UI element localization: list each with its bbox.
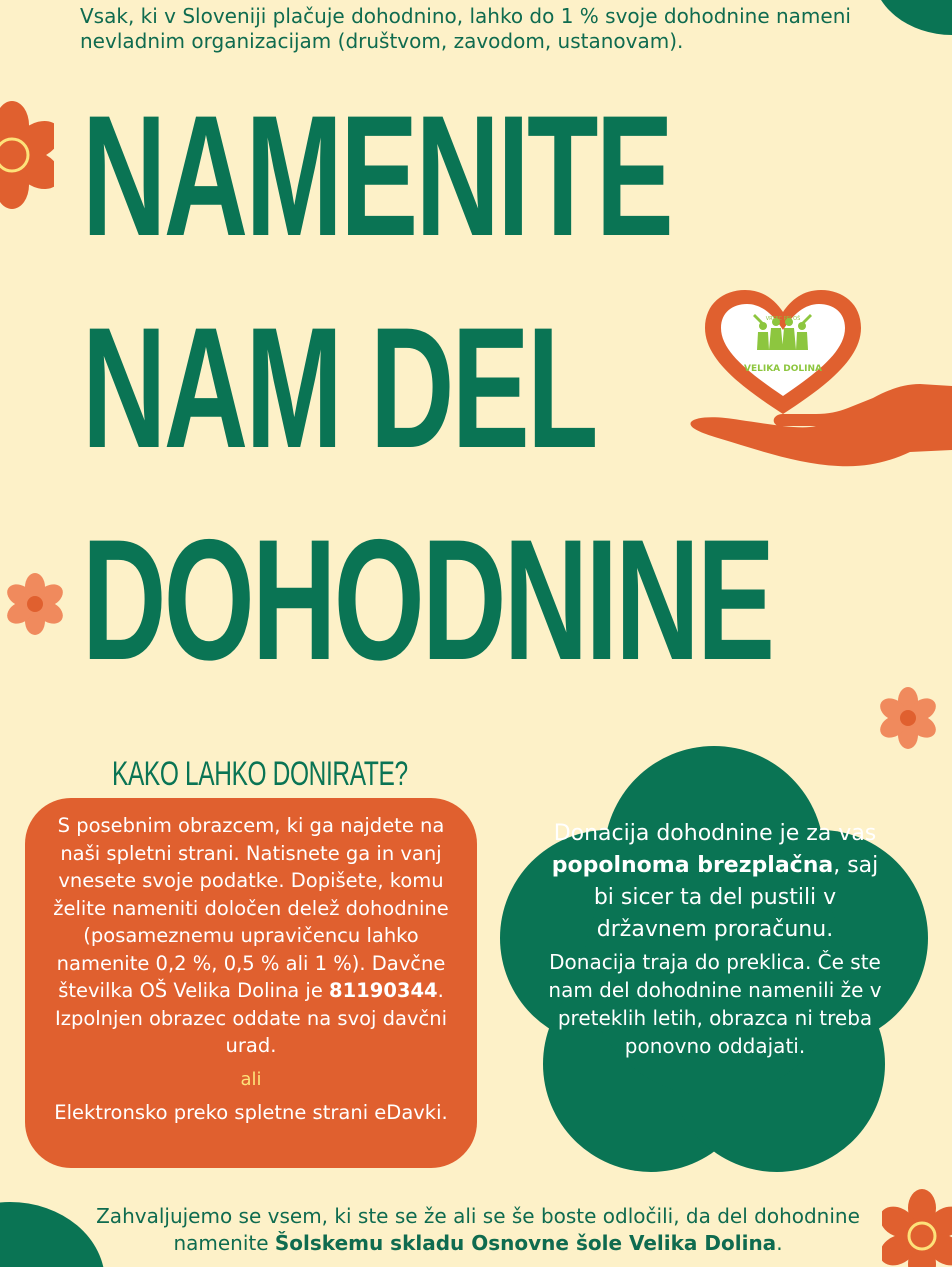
donation-info <box>540 818 890 1060</box>
footer-text-1: Zahvaljujemo se vsem, ki ste se že ali se še boste odločili, da del dohodnine namenite <box>96 1204 860 1255</box>
flower-icon <box>0 100 54 210</box>
instructions-box <box>25 798 477 1168</box>
corner-decoration-top-right <box>860 0 952 40</box>
thank-you-text <box>60 1203 896 1257</box>
free-of-charge-text: popolnoma brezplačna <box>551 853 834 878</box>
logo-name: VELIKA DOLINA <box>744 364 822 374</box>
flower-icon <box>4 572 66 636</box>
heart-icon <box>703 288 863 418</box>
headline-line-1: NAMENITE <box>82 80 672 272</box>
headline <box>82 70 772 706</box>
donation-info-paragraph-2: Donacija traja do preklica. Če ste nam del dohodnine namenili že v preteklih letih, obrazca ni treba ponovno oddajati. <box>548 950 882 1058</box>
headline-line-2: NAM DEL <box>82 292 596 484</box>
electronic-option: Elektronsko preko spletne strani eDavki. <box>54 1101 448 1124</box>
school-fund-name: Šolskemu skladu Osnovne šole Velika Dolina <box>274 1231 777 1255</box>
instructions-text-1: S posebnim obrazcem, ki ga najdete na naši spletni strani. Natisnete ga in vanj vnesete svoje podatke. Dopišete, komu želite nameniti določen delež dohodnine (posameznemu upravičencu lahko namenite 0,2 %, 0,5 % ali 1 %). Davčne številka OŠ Velika Dolina je <box>53 814 449 1002</box>
intro-text: Vsak, ki v Sloveniji plačuje dohodnino, lahko do 1 % svoje dohodnine nameni nevladnim organizacijam (društvom, zavodom, ustanovam). <box>80 4 851 53</box>
logo-top-text: VRTEC PRI OŠ <box>765 316 801 322</box>
footer-text-2: . <box>776 1231 783 1255</box>
donation-info-paragraph-1 <box>540 818 890 946</box>
section-heading: KAKO LAHKO DONIRATE? <box>112 755 408 793</box>
instructions-text-2: . Izpolnjen obrazec oddate na svoj davčni urad. <box>54 979 448 1057</box>
instructions-paragraph <box>37 812 465 1060</box>
donation-text-1: Donacija dohodnine je za vas <box>553 821 877 846</box>
tax-number: 81190344 <box>329 979 438 1002</box>
donation-text-2: , saj bi sicer ta del pustili v državnem proračunu. <box>593 853 879 942</box>
or-label: ali <box>240 1068 262 1090</box>
headline-line-3: DOHODNINE <box>82 504 773 696</box>
